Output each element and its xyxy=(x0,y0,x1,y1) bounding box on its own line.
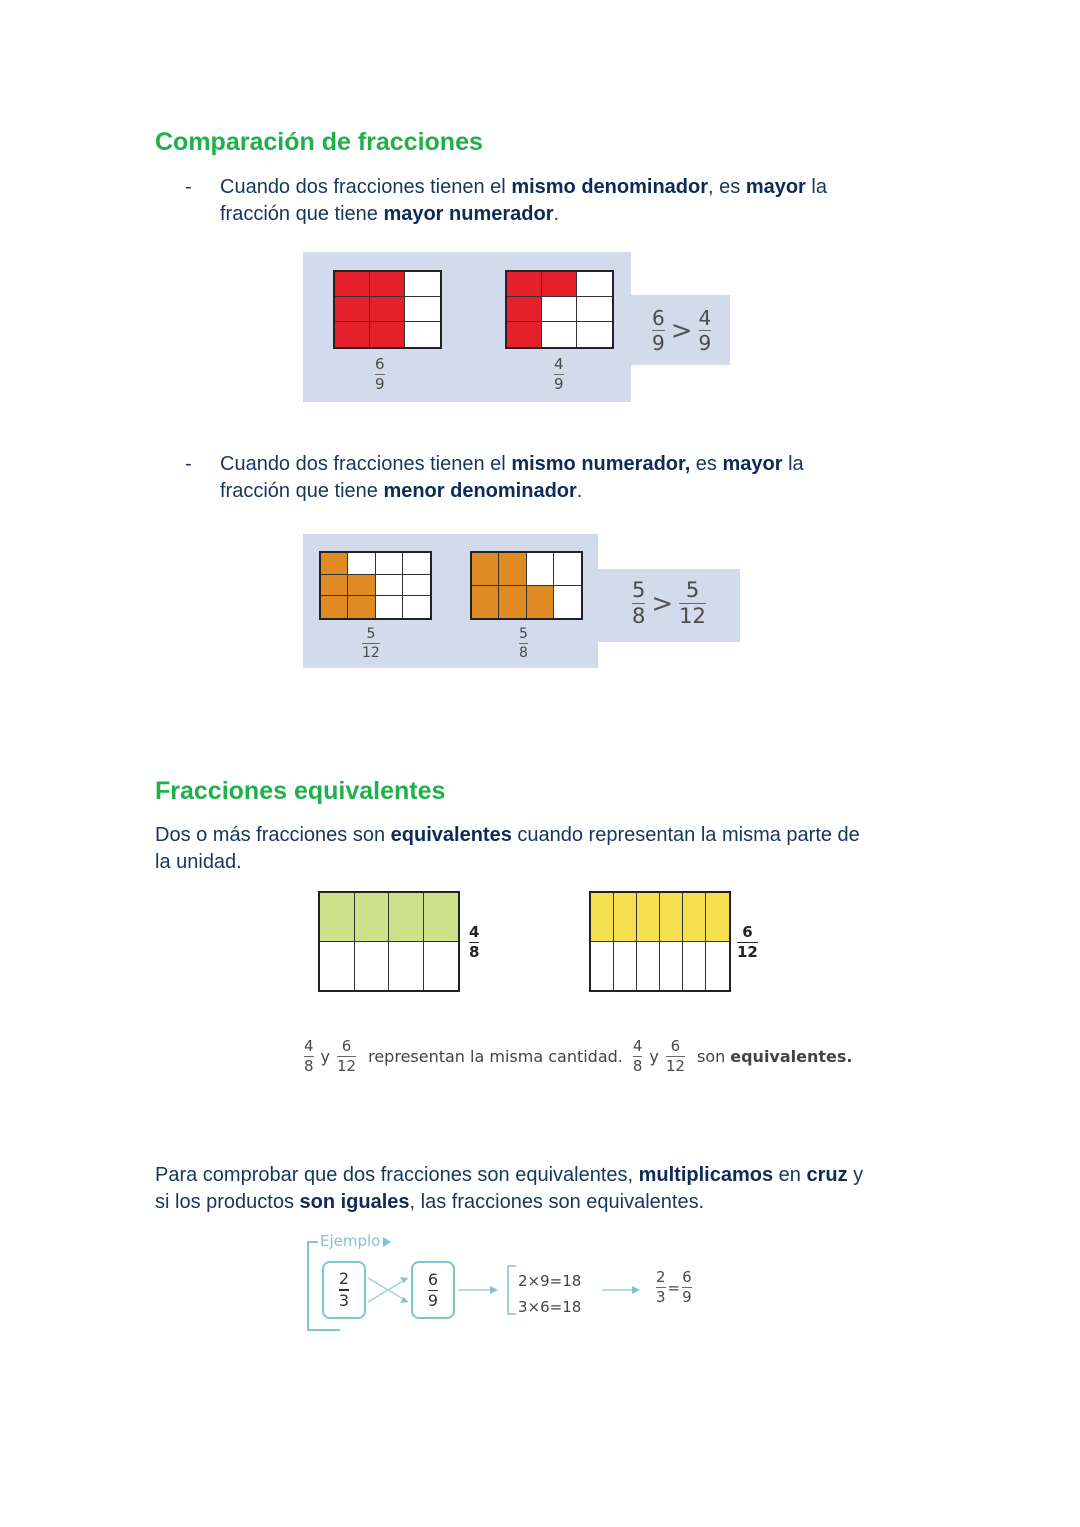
denominator: 9 xyxy=(427,1290,439,1310)
grid-cell xyxy=(706,942,729,991)
fraction-bar-6-12 xyxy=(589,891,731,992)
bold-text: mismo numerador, xyxy=(511,453,691,475)
bold-text: son iguales xyxy=(299,1191,410,1213)
text: Dos o más fracciones son xyxy=(155,824,391,846)
numerator: 6 xyxy=(670,1037,681,1055)
denominator: 9 xyxy=(375,375,385,393)
denominator: 9 xyxy=(682,1288,692,1306)
bold-text: equivalentes. xyxy=(730,1047,853,1066)
comparison-inequality xyxy=(632,580,706,627)
bullet-dash: - xyxy=(185,453,192,475)
bold-text: mayor xyxy=(722,453,783,475)
grid-cell xyxy=(507,297,542,322)
fraction xyxy=(682,1270,692,1305)
text: la unidad. xyxy=(155,851,242,873)
grid-cell xyxy=(335,322,370,347)
denominator: 12 xyxy=(737,943,758,961)
text: Cuando dos fracciones tienen el xyxy=(220,453,512,475)
grid-cell xyxy=(389,893,424,942)
denominator: 12 xyxy=(679,604,706,628)
section-title-equivalentes: Fracciones equivalentes xyxy=(155,777,446,805)
grid-cell xyxy=(376,596,403,618)
numerator: 5 xyxy=(519,626,528,642)
text: y xyxy=(320,1047,331,1066)
method-paragraph xyxy=(155,1162,955,1216)
grid-cell xyxy=(591,893,614,942)
fraction-box-2-3 xyxy=(322,1261,366,1319)
fraction-label xyxy=(362,627,380,660)
arrow-right-icon xyxy=(490,1286,498,1294)
grid-cell xyxy=(577,272,612,297)
text: si los productos xyxy=(155,1191,300,1213)
text: , las fracciones son equivalentes. xyxy=(409,1191,705,1213)
grid-cell xyxy=(321,596,348,618)
numerator: 6 xyxy=(742,923,753,941)
bullet-dash: - xyxy=(185,176,192,198)
denominator: 9 xyxy=(698,331,712,355)
text: y xyxy=(649,1047,659,1066)
grid-cell xyxy=(499,586,526,619)
denominator: 8 xyxy=(469,943,480,961)
grid-cell xyxy=(321,553,348,575)
text: , es xyxy=(708,176,746,198)
grid-cell xyxy=(507,322,542,347)
text: la xyxy=(782,453,804,475)
numerator: 6 xyxy=(375,355,385,373)
intro-paragraph xyxy=(155,822,945,876)
text: Cuando dos fracciones tienen el xyxy=(220,176,512,198)
grid-cell xyxy=(554,586,581,619)
fraction-label xyxy=(469,925,479,960)
bullet-same-numerator xyxy=(220,451,940,505)
fraction xyxy=(656,1270,666,1305)
fraction-label xyxy=(554,357,564,392)
grid-cell xyxy=(554,553,581,586)
greater-than-sign: > xyxy=(670,315,693,346)
grid-cell xyxy=(499,553,526,586)
grid-cell xyxy=(321,575,348,597)
example-arrow-icon xyxy=(383,1237,391,1247)
grid-cell xyxy=(348,553,375,575)
denominator: 12 xyxy=(362,645,380,661)
grid-cell xyxy=(405,322,440,347)
fraction xyxy=(339,1271,349,1309)
grid-cell xyxy=(577,322,612,347)
bold-text: cruz xyxy=(806,1164,848,1186)
numerator: 6 xyxy=(341,1037,352,1055)
numerator: 2 xyxy=(338,1269,350,1288)
text: en xyxy=(773,1164,807,1186)
fraction xyxy=(633,1039,643,1074)
grid-cell xyxy=(376,553,403,575)
product-line: 3×6=18 xyxy=(518,1298,582,1316)
grid-cell xyxy=(335,272,370,297)
grid-cell xyxy=(542,322,577,347)
fraction-label xyxy=(519,627,528,660)
grid-cell xyxy=(370,272,405,297)
bold-text: menor denominador xyxy=(383,480,577,502)
grid-cell xyxy=(614,942,637,991)
text: cuando representan la misma parte de xyxy=(511,824,860,846)
bold-text: mismo denominador xyxy=(511,176,709,198)
text: . xyxy=(553,203,560,225)
arrow-right-icon xyxy=(632,1286,640,1294)
grid-cell xyxy=(320,942,355,991)
grid-cell xyxy=(683,942,706,991)
fraction xyxy=(679,580,706,627)
grid-cell xyxy=(370,297,405,322)
fraction-box-6-9 xyxy=(411,1261,455,1319)
numerator: 6 xyxy=(427,1269,439,1289)
grid-cell xyxy=(542,297,577,322)
text: es xyxy=(690,453,723,475)
grid-cell xyxy=(527,553,554,586)
section-title-comparacion: Comparación de fracciones xyxy=(155,128,483,156)
grid-cell xyxy=(472,553,499,586)
grid-cell xyxy=(403,575,430,597)
comparison-inequality xyxy=(652,308,711,353)
grid-cell xyxy=(637,893,660,942)
grid-cell xyxy=(577,297,612,322)
grid-cell xyxy=(370,322,405,347)
denominator: 8 xyxy=(519,645,528,661)
fraction xyxy=(304,1039,314,1074)
numerator: 4 xyxy=(632,1037,643,1055)
numerator: 4 xyxy=(554,355,564,373)
denominator: 3 xyxy=(656,1288,666,1306)
denominator: 12 xyxy=(337,1057,357,1075)
grid-cell xyxy=(355,893,390,942)
grid-cell xyxy=(403,553,430,575)
fraction-grid-5-12 xyxy=(319,551,432,620)
numerator: 4 xyxy=(469,923,480,941)
grid-cell xyxy=(527,586,554,619)
grid-cell xyxy=(706,893,729,942)
denominator: 9 xyxy=(554,375,564,393)
equivalence-result xyxy=(656,1270,692,1305)
fraction-grid-4-9 xyxy=(505,270,614,349)
numerator: 4 xyxy=(698,306,712,330)
fraction xyxy=(652,308,665,353)
grid-cell xyxy=(614,893,637,942)
grid-cell xyxy=(355,942,390,991)
denominator: 9 xyxy=(652,331,665,355)
numerator: 5 xyxy=(685,578,700,602)
grid-cell xyxy=(507,272,542,297)
bold-text: multiplicamos xyxy=(638,1164,774,1186)
grid-cell xyxy=(335,297,370,322)
numerator: 5 xyxy=(366,626,376,642)
text: y xyxy=(847,1164,864,1186)
greater-than-sign: > xyxy=(651,588,674,619)
denominator: 8 xyxy=(632,604,646,628)
bold-text: mayor numerador xyxy=(383,203,554,225)
fraction-bar-4-8 xyxy=(318,891,460,992)
numerator: 2 xyxy=(656,1268,666,1286)
numerator: 4 xyxy=(304,1037,314,1055)
fraction xyxy=(427,1269,439,1310)
grid-cell xyxy=(320,893,355,942)
text: fracción que tiene xyxy=(220,203,384,225)
grid-cell xyxy=(660,893,683,942)
product-line: 2×9=18 xyxy=(518,1272,582,1290)
fraction-grid-5-8 xyxy=(470,551,583,620)
numerator: 6 xyxy=(652,306,665,330)
grid-cell xyxy=(542,272,577,297)
fraction-grid-6-9 xyxy=(333,270,442,349)
grid-cell xyxy=(472,586,499,619)
grid-cell xyxy=(405,272,440,297)
text: la xyxy=(805,176,827,198)
grid-cell xyxy=(660,942,683,991)
bold-text: equivalentes xyxy=(390,824,512,846)
fraction xyxy=(337,1039,356,1074)
grid-cell xyxy=(424,893,459,942)
numerator: 6 xyxy=(682,1268,692,1286)
bold-text: mayor xyxy=(745,176,806,198)
text: . xyxy=(576,480,583,502)
grid-cell xyxy=(405,297,440,322)
denominator: 3 xyxy=(338,1291,350,1310)
text: fracción que tiene xyxy=(220,480,384,502)
grid-cell xyxy=(389,942,424,991)
fraction xyxy=(632,580,645,627)
numerator: 5 xyxy=(632,578,646,602)
fraction xyxy=(699,308,712,353)
grid-cell xyxy=(591,942,614,991)
grid-cell xyxy=(403,596,430,618)
example-label: Ejemplo xyxy=(320,1232,381,1250)
fraction xyxy=(666,1039,685,1074)
grid-cell xyxy=(376,575,403,597)
equivalence-caption xyxy=(300,1039,852,1074)
grid-cell xyxy=(637,942,660,991)
cross-products xyxy=(518,1268,581,1320)
grid-cell xyxy=(348,596,375,618)
text: Para comprobar que dos fracciones son equivalentes, xyxy=(155,1164,639,1186)
grid-cell xyxy=(348,575,375,597)
fraction-label xyxy=(737,925,758,960)
equals-sign: = xyxy=(667,1278,681,1297)
products-bracket xyxy=(508,1266,516,1314)
text: son xyxy=(696,1047,726,1066)
denominator: 8 xyxy=(632,1057,643,1075)
bullet-same-denominator xyxy=(220,174,940,228)
denominator: 8 xyxy=(304,1057,314,1075)
text: representan la misma cantidad. xyxy=(368,1047,623,1066)
grid-cell xyxy=(683,893,706,942)
fraction-label xyxy=(375,357,385,392)
grid-cell xyxy=(424,942,459,991)
denominator: 12 xyxy=(665,1057,685,1075)
